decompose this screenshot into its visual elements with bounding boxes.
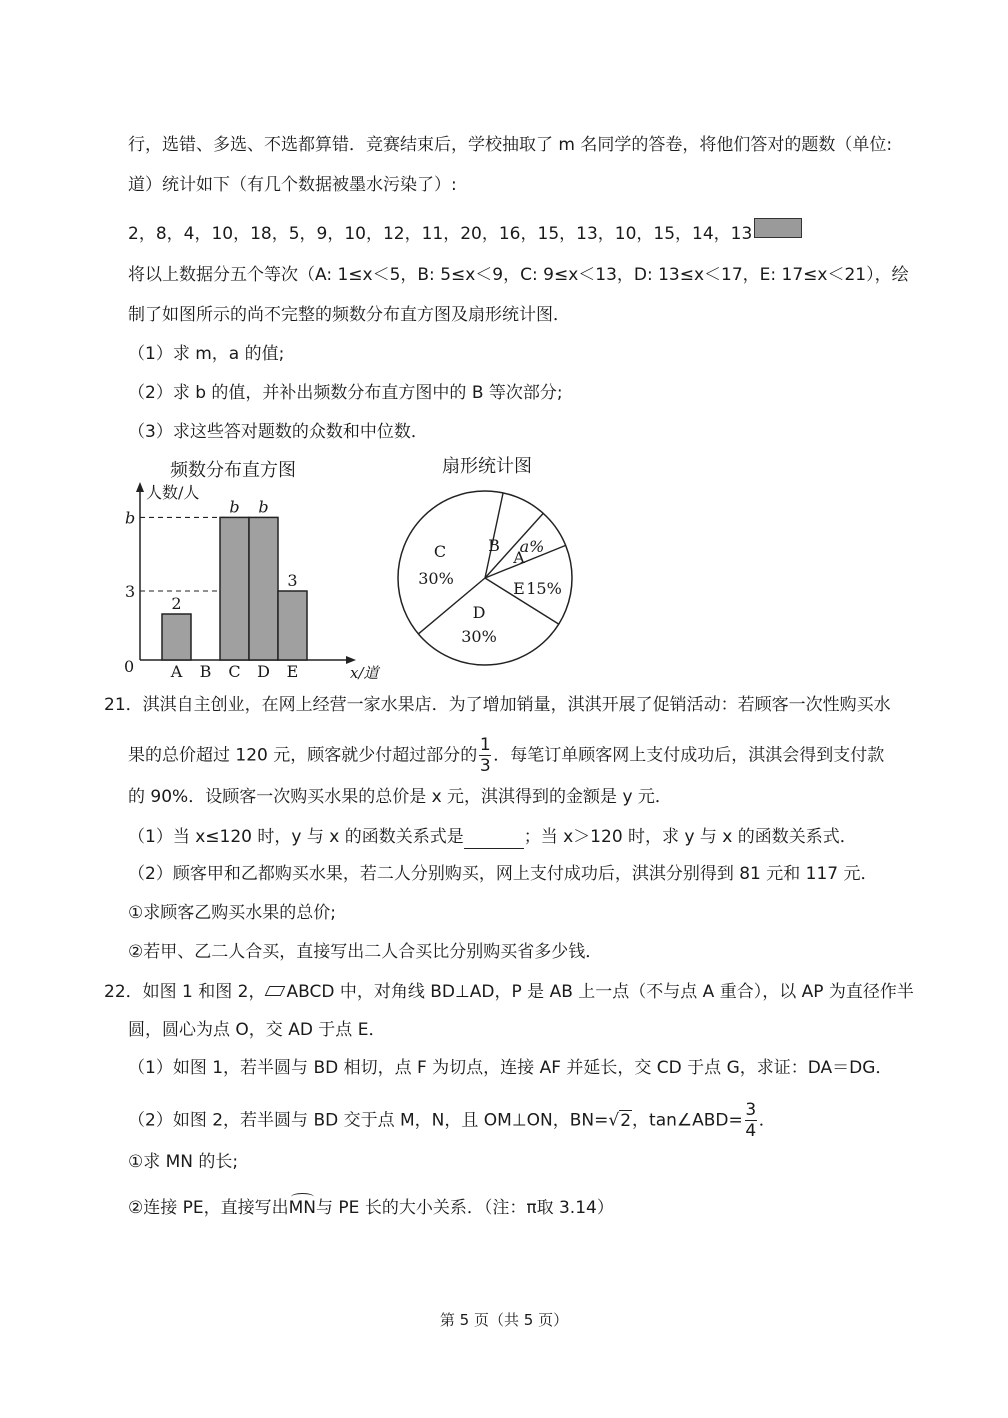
- q22-sub2-c: ．: [758, 1110, 776, 1131]
- q22-line1-a: 22．如图 1 和图 2，: [104, 982, 266, 1002]
- q22-line1-b: ABCD 中，对角线 BD⊥AD，P 是 AB 上一点（不与点 A 重合），以 AP 为直径作半: [286, 982, 914, 1002]
- origin-label: 0: [124, 657, 135, 676]
- bar-label-C: b: [229, 497, 240, 517]
- pie-label-E: E: [513, 579, 525, 598]
- q22-c2-b: 与 PE 长的大小关系．（注：π取 3.14）: [316, 1198, 614, 1218]
- answer-blank[interactable]: [464, 830, 524, 849]
- q20-grading-line2: 制了如图所示的尚不完整的频数分布直方图及扇形统计图．: [128, 305, 570, 325]
- frac-num: 1: [479, 735, 491, 755]
- q20-intro-line1: 行，选错、多选、不选都算错．竞赛结束后，学校抽取了 m 名同学的答卷，将他们答对的题数（单位:: [128, 135, 893, 155]
- q22-sub1: （1）如图 1，若半圆与 BD 相切，点 F 为切点，连接 AF 并延长，交 CD 于点 G，求证：DA＝DG．: [128, 1058, 893, 1078]
- q21-c2: ②若甲、乙二人合买，直接写出二人合买比分别购买省多少钱．: [128, 942, 603, 962]
- x-axis-label: x/道: [350, 664, 379, 682]
- q22-sub2-b: ，tan∠ABD=: [632, 1110, 743, 1131]
- q22-sub2: [128, 1100, 776, 1141]
- bar-label-D: b: [258, 497, 269, 517]
- x-tick-D: D: [257, 662, 270, 681]
- y-tick-3: 3: [125, 582, 136, 601]
- bar-label-E: 3: [287, 571, 298, 590]
- bar-C: [220, 517, 249, 660]
- pie-label-A: A: [513, 548, 525, 567]
- pie-chart: [392, 450, 592, 680]
- q20-grading-line: 将以上数据分五个等次（A: 1≤x＜5，B: 5≤x＜9，C: 9≤x＜13，D: 13≤x＜17，E: 17≤x＜21），绘: [128, 265, 909, 285]
- q22-line2: 圆，圆心为点 O，交 AD 于点 E．: [128, 1020, 386, 1040]
- fraction-one-third: [479, 735, 491, 776]
- q20-intro-line2: 道）统计如下（有几个数据被墨水污染了）:: [128, 175, 457, 195]
- tan-den: 4: [745, 1121, 757, 1141]
- fraction-three-quarters: [745, 1100, 757, 1141]
- sqrt-arg: 2: [620, 1110, 632, 1131]
- q21-sub1-a: （1）当 x≤120 时，y 与 x 的函数关系式是: [128, 827, 464, 847]
- x-tick-B: B: [199, 662, 212, 681]
- q21-c1: ①求顾客乙购买水果的总价;: [128, 903, 336, 923]
- sqrt-sign: √: [608, 1110, 620, 1131]
- q21-sub1-b: ；当 x＞120 时，求 y 与 x 的函数关系式．: [523, 827, 857, 847]
- x-axis-arrow: [346, 656, 356, 664]
- histogram-chart: [110, 450, 400, 690]
- q21-line2-b: ．每笔订单顾客网上支付成功后，淇淇会得到支付款: [493, 745, 885, 766]
- parallelogram-icon: [265, 986, 286, 996]
- q22-c2-a: ②连接 PE，直接写出: [128, 1198, 289, 1218]
- q21-line1: 21．淇淇自主创业，在网上经营一家水果店．为了增加销量，淇淇开展了促销活动：若顾客一次性购买水: [104, 695, 891, 715]
- tan-num: 3: [745, 1100, 757, 1120]
- y-axis-label: 人数/人: [146, 483, 200, 502]
- bar-label-A: 2: [171, 594, 182, 613]
- y-axis-arrow: [136, 482, 144, 492]
- pie-value-E: 15%: [526, 579, 562, 598]
- pie-value-D: 30%: [461, 627, 497, 646]
- q21-line3: 的 90%．设顾客一次购买水果的总价是 x 元，淇淇得到的金额是 y 元．: [128, 787, 672, 807]
- q22-sub2-a: （2）如图 2，若半圆与 BD 交于点 M，N，且 OM⊥ON，BN=: [128, 1110, 609, 1131]
- histogram-title: 频数分布直方图: [170, 460, 296, 481]
- x-tick-C: C: [228, 662, 241, 681]
- q21-line2: [128, 735, 884, 776]
- q22-line1: [104, 980, 914, 1004]
- pie-value-A: a%: [519, 537, 545, 556]
- q21-line2-a: 果的总价超过 120 元，顾客就少付超过部分的: [128, 745, 478, 766]
- pie-label-D: D: [472, 603, 486, 622]
- q22-c1: ①求 MN 的长;: [128, 1152, 239, 1172]
- bar-A: [162, 614, 191, 660]
- q20-sub2: （2）求 b 的值，并补出频数分布直方图中的 B 等次部分;: [128, 383, 563, 403]
- q22-c2: [128, 1196, 614, 1220]
- q21-sub1: [128, 825, 857, 849]
- ink-stain-block: [754, 218, 802, 238]
- x-tick-A: A: [170, 662, 183, 681]
- q20-sub1: （1）求 m，a 的值;: [128, 344, 285, 364]
- pie-label-C: C: [433, 542, 447, 561]
- pie-value-C: 30%: [418, 569, 454, 588]
- q20-sub3: （3）求这些答对题数的众数和中位数．: [128, 422, 428, 442]
- x-tick-E: E: [286, 662, 299, 681]
- bar-D: [249, 517, 278, 660]
- q20-data-line: [128, 222, 802, 246]
- page-footer: 第 5 页（共 5 页）: [439, 1311, 569, 1329]
- bar-E: [278, 591, 307, 660]
- q20-data-list: 2，8，4，10，18，5，9，10，12，11，20，16，15，13，10，15，14，13: [128, 224, 753, 244]
- y-tick-b: b: [125, 508, 136, 528]
- arc-mn-label: MN: [288, 1198, 317, 1218]
- q21-sub2: （2）顾客甲和乙都购买水果，若二人分别购买，网上支付成功后，淇淇分别得到 81 元和 117 元．: [128, 864, 878, 884]
- pie-title: 扇形统计图: [442, 456, 532, 477]
- frac-den: 3: [479, 756, 491, 776]
- pie-label-B: B: [488, 536, 500, 555]
